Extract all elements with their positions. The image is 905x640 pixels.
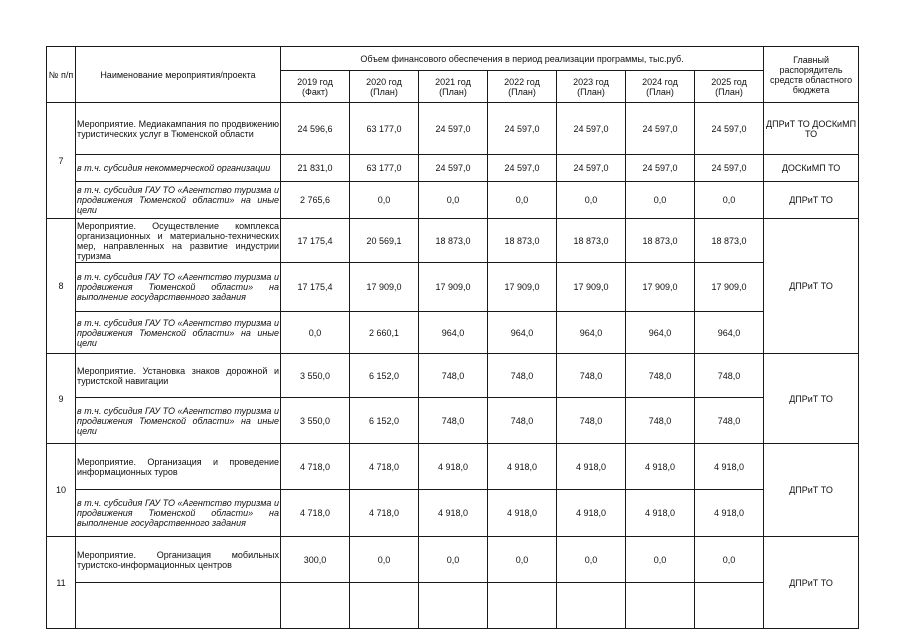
activity-description: Мероприятие. Установка знаков дорожной и туристской навигации	[76, 354, 281, 398]
funding-value: 0,0	[419, 182, 488, 219]
activity-description: Мероприятие. Медиакампания по продвижению туристических услуг в Тюменской области	[76, 103, 281, 155]
funding-value: 0,0	[695, 537, 764, 583]
funding-value: 0,0	[557, 182, 626, 219]
header-year	[557, 71, 626, 103]
funding-value: 4 918,0	[626, 490, 695, 537]
header-number: № п/п	[47, 47, 76, 103]
funding-value	[557, 583, 626, 629]
funding-value: 0,0	[488, 537, 557, 583]
funding-value: 17 909,0	[419, 263, 488, 312]
funding-value	[281, 583, 350, 629]
header-year-kind: (План)	[370, 86, 398, 97]
funding-value: 964,0	[626, 312, 695, 354]
funding-value: 24 597,0	[695, 103, 764, 155]
header-year-label: 2023 год	[573, 76, 609, 87]
funding-value: 4 718,0	[281, 444, 350, 490]
funding-value: 24 597,0	[419, 155, 488, 182]
manager-cell: ДПРиТ ТО	[764, 219, 859, 354]
funding-value: 24 597,0	[557, 155, 626, 182]
funding-value: 6 152,0	[350, 398, 419, 444]
funding-value: 4 918,0	[557, 490, 626, 537]
funding-value: 24 597,0	[488, 155, 557, 182]
funding-value: 4 918,0	[488, 444, 557, 490]
funding-value: 24 597,0	[488, 103, 557, 155]
funding-value: 17 909,0	[557, 263, 626, 312]
header-year-label: 2019 год	[297, 76, 333, 87]
header-year-label: 2025 год	[711, 76, 747, 87]
funding-value: 63 177,0	[350, 103, 419, 155]
funding-value: 964,0	[419, 312, 488, 354]
table-viewport	[46, 46, 858, 588]
header-year-kind: (План)	[577, 86, 605, 97]
table-row	[47, 583, 859, 629]
header-year	[281, 71, 350, 103]
table-row	[47, 219, 859, 263]
funding-value: 17 909,0	[695, 263, 764, 312]
funding-value: 0,0	[626, 537, 695, 583]
funding-value: 3 550,0	[281, 398, 350, 444]
header-year-label: 2022 год	[504, 76, 540, 87]
table-row	[47, 263, 859, 312]
funding-value	[695, 583, 764, 629]
funding-value: 748,0	[626, 354, 695, 398]
header-year	[419, 71, 488, 103]
subsidy-description: в т.ч. субсидия ГАУ ТО «Агентство туризма и продвижения Тюменской области» на выполнение государственного задания	[76, 263, 281, 312]
funding-value: 4 918,0	[557, 444, 626, 490]
funding-value: 0,0	[626, 182, 695, 219]
table-row	[47, 444, 859, 490]
funding-value: 4 918,0	[419, 444, 488, 490]
row-number: 10	[47, 444, 76, 537]
funding-value	[626, 583, 695, 629]
subsidy-description: в т.ч. субсидия ГАУ ТО «Агентство туризма и продвижения Тюменской области» на иные цели	[76, 398, 281, 444]
table-body	[47, 103, 859, 629]
subsidy-description: в т.ч. субсидия ГАУ ТО «Агентство туризма и продвижения Тюменской области» на выполнение государственного задания	[76, 490, 281, 537]
funding-value: 24 597,0	[626, 155, 695, 182]
funding-value: 748,0	[488, 398, 557, 444]
funding-value: 63 177,0	[350, 155, 419, 182]
funding-value: 24 597,0	[626, 103, 695, 155]
funding-value: 0,0	[281, 312, 350, 354]
funding-value: 748,0	[419, 398, 488, 444]
funding-value: 2 765,6	[281, 182, 350, 219]
funding-value: 2 660,1	[350, 312, 419, 354]
funding-value: 0,0	[695, 182, 764, 219]
funding-value: 4 718,0	[350, 490, 419, 537]
table-row	[47, 312, 859, 354]
funding-value: 17 175,4	[281, 263, 350, 312]
funding-value	[419, 583, 488, 629]
row-number: 11	[47, 537, 76, 629]
funding-value: 0,0	[488, 182, 557, 219]
funding-value: 4 918,0	[488, 490, 557, 537]
table-row	[47, 354, 859, 398]
subsidy-description: в т.ч. субсидия ГАУ ТО «Агентство туризма и продвижения Тюменской области» на иные цели	[76, 312, 281, 354]
table-row	[47, 155, 859, 182]
funding-value: 4 918,0	[419, 490, 488, 537]
funding-value: 0,0	[557, 537, 626, 583]
funding-value: 748,0	[557, 398, 626, 444]
header-year	[626, 71, 695, 103]
table-row	[47, 537, 859, 583]
funding-value	[488, 583, 557, 629]
funding-value: 17 909,0	[626, 263, 695, 312]
funding-value: 748,0	[695, 398, 764, 444]
funding-value: 964,0	[695, 312, 764, 354]
funding-value: 748,0	[695, 354, 764, 398]
funding-value: 964,0	[557, 312, 626, 354]
manager-cell: ДПРиТ ТО	[764, 354, 859, 444]
table-row	[47, 182, 859, 219]
table-row	[47, 103, 859, 155]
funding-value: 748,0	[419, 354, 488, 398]
funding-value: 4 718,0	[281, 490, 350, 537]
funding-value: 6 152,0	[350, 354, 419, 398]
manager-cell: ДОСКиМП ТО	[764, 155, 859, 182]
funding-value: 18 873,0	[557, 219, 626, 263]
funding-value: 24 596,6	[281, 103, 350, 155]
funding-value: 4 918,0	[695, 444, 764, 490]
header-funding: Объем финансового обеспечения в период реализации программы, тыс.руб.	[281, 47, 764, 71]
manager-cell: ДПРиТ ТО	[764, 537, 859, 629]
header-name: Наименование мероприятия/проекта	[76, 47, 281, 103]
funding-value: 0,0	[350, 537, 419, 583]
funding-value: 24 597,0	[695, 155, 764, 182]
manager-cell: ДПРиТ ТО	[764, 444, 859, 537]
row-number: 7	[47, 103, 76, 219]
row-number: 8	[47, 219, 76, 354]
header-year-kind: (План)	[715, 86, 743, 97]
manager-cell: ДПРиТ ТО	[764, 182, 859, 219]
header-year	[695, 71, 764, 103]
funding-value: 0,0	[350, 182, 419, 219]
funding-value: 18 873,0	[488, 219, 557, 263]
funding-value: 748,0	[488, 354, 557, 398]
funding-value: 17 909,0	[350, 263, 419, 312]
subsidy-description	[76, 583, 281, 629]
funding-value: 4 718,0	[350, 444, 419, 490]
table-row	[47, 490, 859, 537]
funding-value: 17 175,4	[281, 219, 350, 263]
funding-value: 18 873,0	[419, 219, 488, 263]
activity-description: Мероприятие. Организация мобильных туристско-информационных центров	[76, 537, 281, 583]
header-manager: Главный распорядитель средств областного бюджета	[764, 47, 859, 103]
header-year-kind: (Факт)	[301, 86, 328, 97]
header-year	[488, 71, 557, 103]
header-year-label: 2021 год	[435, 76, 471, 87]
activity-description: Мероприятие. Осуществление комплекса организационных и материально-технических мер, направленных на развитие индустрии туризма	[77, 220, 279, 261]
header-year	[350, 71, 419, 103]
funding-value: 18 873,0	[695, 219, 764, 263]
subsidy-description: в т.ч. субсидия ГАУ ТО «Агентство туризма и продвижения Тюменской области» на иные цели	[76, 182, 281, 219]
funding-value: 24 597,0	[557, 103, 626, 155]
funding-value: 748,0	[557, 354, 626, 398]
funding-value: 964,0	[488, 312, 557, 354]
funding-value: 748,0	[626, 398, 695, 444]
funding-value: 4 918,0	[626, 444, 695, 490]
funding-value: 24 597,0	[419, 103, 488, 155]
row-number: 9	[47, 354, 76, 444]
activity-description: Мероприятие. Организация и проведение информационных туров	[76, 444, 281, 490]
funding-value: 18 873,0	[626, 219, 695, 263]
funding-table	[46, 46, 859, 629]
header-year-kind: (План)	[508, 86, 536, 97]
funding-value: 300,0	[281, 537, 350, 583]
manager-cell: ДПРиТ ТО ДОСКиМП ТО	[764, 103, 859, 155]
header-year-kind: (План)	[646, 86, 674, 97]
funding-value: 21 831,0	[281, 155, 350, 182]
header-row-top	[47, 47, 859, 71]
subsidy-description: в т.ч. субсидия некоммерческой организации	[76, 155, 281, 182]
header-year-kind: (План)	[439, 86, 467, 97]
funding-value: 4 918,0	[695, 490, 764, 537]
funding-value	[350, 583, 419, 629]
header-year-label: 2020 год	[366, 76, 402, 87]
funding-value: 17 909,0	[488, 263, 557, 312]
table-row	[47, 398, 859, 444]
funding-value: 0,0	[419, 537, 488, 583]
funding-value: 20 569,1	[350, 219, 419, 263]
header-year-label: 2024 год	[642, 76, 678, 87]
funding-value: 3 550,0	[281, 354, 350, 398]
